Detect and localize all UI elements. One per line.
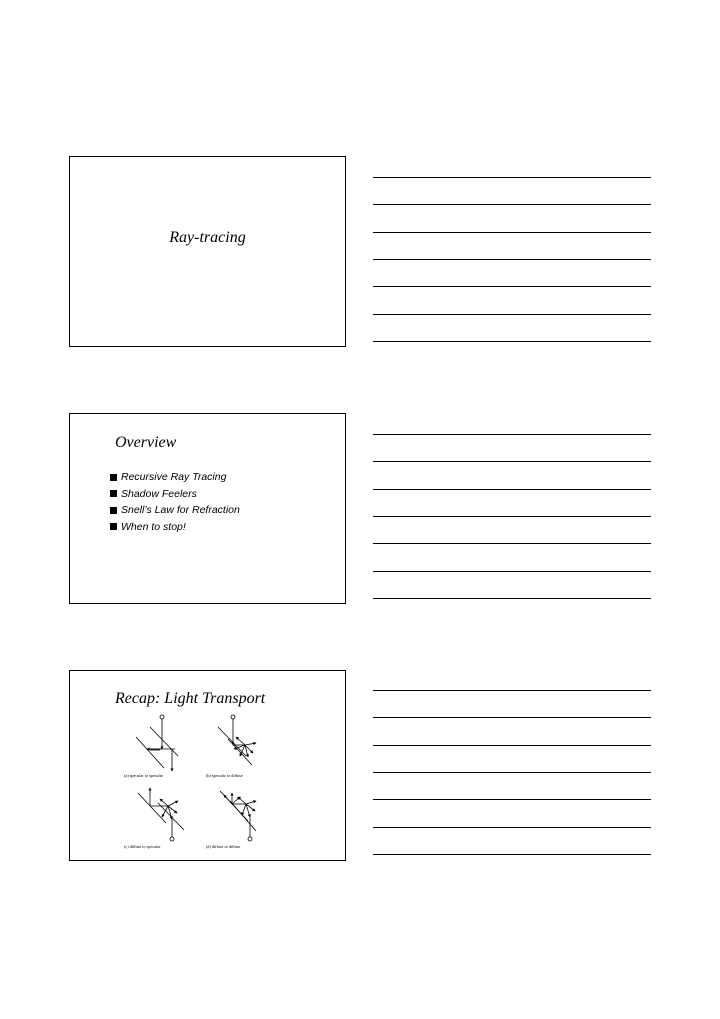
slide-thumbnail-3 [69,670,346,861]
viewer-eye-icon [248,837,252,841]
note-line [373,717,651,718]
light-source-icon [231,715,235,719]
caption-b: (b) specular to diffuse [206,773,243,778]
panel-diffuse-to-specular [138,788,184,841]
note-line [373,799,651,800]
bullet-text: When to stop! [121,520,186,533]
caption-a: (a) specular to specular [124,773,163,778]
note-line [373,314,651,315]
note-line [373,543,651,544]
note-line [373,341,651,342]
note-line [373,204,651,205]
light-transport-figure [120,713,280,853]
caption-c: (c) diffuse to specular [124,844,161,849]
note-line [373,434,651,435]
square-bullet-icon [110,490,117,497]
note-line [373,571,651,572]
panel-diffuse-to-diffuse [220,791,256,841]
note-line [373,259,651,260]
note-line [373,232,651,233]
note-line [373,461,651,462]
slide-title: Recap: Light Transport [115,690,266,707]
note-line [373,854,651,855]
note-line [373,516,651,517]
bullet-item [110,469,240,486]
note-line [373,286,651,287]
caption-d: (d) diffuse to diffuse [206,844,241,849]
bullet-item [110,486,240,503]
note-line [373,598,651,599]
viewer-eye-icon [170,837,174,841]
slide-title: Overview [115,434,177,451]
slide-thumbnail-2 [69,413,346,604]
square-bullet-icon [110,474,117,481]
note-line [373,745,651,746]
bullet-item [110,502,240,519]
slide-title: Ray-tracing [169,229,246,246]
note-line [373,489,651,490]
bullet-text: Recursive Ray Tracing [121,471,227,483]
note-line [373,690,651,691]
bullet-item [110,519,240,536]
note-line [373,772,651,773]
panel-specular-to-diffuse [218,715,256,765]
note-line [373,177,651,178]
light-source-icon [160,715,164,719]
square-bullet-icon [110,523,117,530]
panel-specular-to-specular [136,715,178,771]
bullet-list [110,469,240,535]
bullet-text: Snell’s Law for Refraction [121,504,240,516]
note-line [373,827,651,828]
bullet-text: Shadow Feelers [121,487,197,500]
slide-thumbnail-1 [69,156,346,347]
square-bullet-icon [110,507,117,514]
